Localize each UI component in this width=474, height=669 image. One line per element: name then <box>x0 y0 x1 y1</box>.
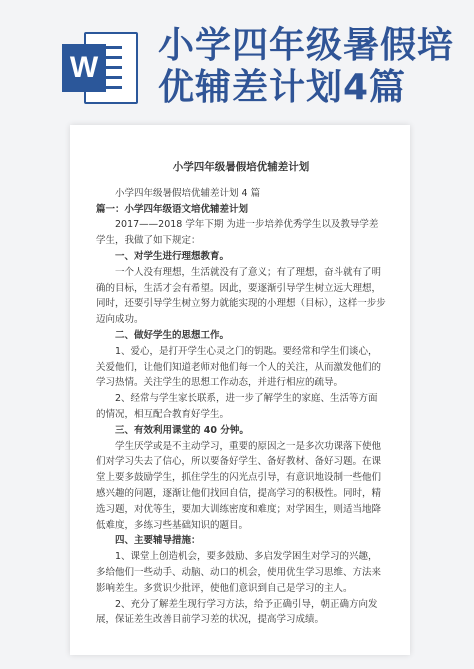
doc-subtitle: 小学四年级暑假培优辅差计划 4 篇 <box>115 187 261 199</box>
header-banner <box>0 0 474 140</box>
doc-paragraph: 1、课堂上创造机会，要多鼓励、多启发学困生对学习的兴趣，多给他们一些动手、动脑、动口的机会，使用优生学习思维、方法来影响差生。多赏识少批评，使他们意识到自己是学习的主人。 <box>96 551 382 594</box>
doc-paragraph: 2、经常与学生家长联系，进一步了解学生的家庭、生活等方面的情况，相互配合教育好学生。 <box>96 393 378 420</box>
doc-section-heading: 四、主要辅导措施： <box>115 535 201 547</box>
doc-paragraph: 2017——2018 学年下期 为进一步培养优秀学生以及教导学差学生，我做了如下规定： <box>96 219 379 247</box>
banner-title-line-2: 优辅差计划4篇 <box>158 67 407 108</box>
word-document-icon <box>62 32 138 104</box>
banner-title-line-1: 小学四年级暑假培 <box>158 25 455 66</box>
doc-paragraph: 学生厌学或是不主动学习，重要的原因之一是多次功课落下使他们对学习失去了信心，所以要备好学生、备好教材、备好习题。在课堂上要多鼓励学生，抓住学生的闪光点引导，有意识地设制一些他们感兴趣的问题，逐渐让他们找回自信，提高学习的积极性。同时，精选习题，对优等生，要加大训练密度和难度；对学困生，则适当地降低难度，多练习些基础知识的题目。 <box>96 440 382 531</box>
word-w-badge: W <box>62 44 106 92</box>
doc-section-heading: 二、做好学生的思想工作。 <box>115 329 230 341</box>
doc-paragraph: 一个人没有理想，生活就没有了意义；有了理想，奋斗就有了明确的目标，生活才会有希望。因此，要逐渐引导学生树立远大理想，同时，还要引导学生树立努力就能实现的小理想（目标），这样一步步迈向成功。 <box>96 266 386 326</box>
doc-paragraph: 1、爱心，是打开学生心灵之门的钥匙。要经常和学生们谈心，关爱他们，让他们知道老师对他们每一个人的关注，从而激发他们的学习热情。关注学生的思想工作动态，并进行相应的疏导。 <box>96 345 382 389</box>
document-body <box>96 160 386 628</box>
document-heading: 小学四年级暑假培优辅差计划 <box>172 161 310 173</box>
doc-section-heading: 三、有效利用课堂的 40 分钟。 <box>115 424 249 436</box>
doc-paragraph: 2、充分了解差生现行学习方法，给予正确引导，朝正确方向发展，保证差生改善目前学习差的状况，提高学习成绩。 <box>96 598 378 626</box>
doc-part-title: 篇一：小学四年级语文培优辅差计划 <box>96 203 249 215</box>
doc-section-heading: 一、对学生进行理想教育。 <box>115 250 230 262</box>
